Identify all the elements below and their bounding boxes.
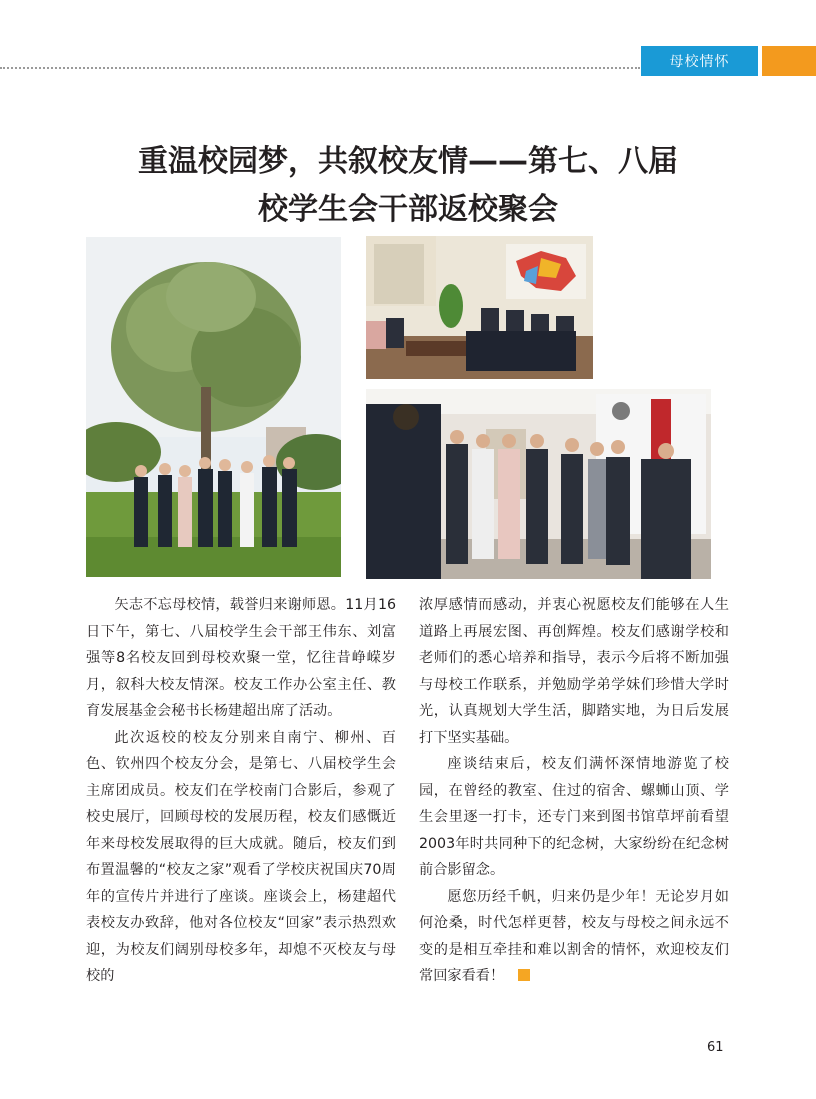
section-tab [641, 46, 758, 76]
end-of-article-mark [518, 969, 530, 981]
group-photo-under-tree [86, 237, 341, 577]
header-accent-block [762, 46, 816, 76]
paragraph-1: 矢志不忘母校情，载誉归来谢师恩。11月16日下午，第七、八届校学生会干部王伟东、刘富强等8名校友回到母校欢聚一堂，忆往昔峥嵘岁月，叙科大校友情深。校友工作办公室主任、教育发展基金会秘书长杨建超出席了活动。 [86, 597, 396, 719]
meeting-photo-image [366, 236, 593, 379]
tree-photo-image [86, 237, 341, 577]
paragraph-3: 座谈结束后，校友们满怀深情地游览了校园，在曾经的教室、住过的宿舍、螺蛳山顶、学生会里逐一打卡，还专门来到图书馆草坪前看望2003年时共同种下的纪念树，大家纷纷在纪念树前合影留念。 [419, 756, 729, 878]
article-column-left [86, 592, 396, 990]
paragraph-2: 此次返校的校友分别来自南宁、柳州、百色、钦州四个校友分会，是第七、八届校学生会主席团成员。校友们在学校南门合影后，参观了校史展厅，回顾母校的发展历程，校友们感慨近年来母校发展取得的巨大成就。随后，校友们到布置温馨的“校友之家”观看了学校庆祝国庆70周年的宣传片并进行了座谈。座谈会上，杨建超代表校友办致辞，他对各位校友“回家”表示热烈欢迎，为校友们阔别母校多年，却熄不灭校友与母校的 [86, 729, 396, 984]
paragraph-4-text: 愿您历经千帆，归来仍是少年！无论岁月如何沧桑，时代怎样更替，校友与母校之间永远不变的是相互牵挂和难以割舍的情怀，欢迎校友们常回家看看！ [419, 888, 729, 984]
title-line-1: 重温校园梦，共叙校友情——第七、八届 [138, 144, 678, 179]
header-dotted-rule [0, 67, 640, 69]
exhibition-hall-photo [366, 389, 711, 579]
meeting-room-photo [366, 236, 593, 379]
title-line-2: 校学生会干部返校聚会 [258, 192, 558, 227]
article-column-right [419, 592, 729, 990]
paragraph-2-continued: 浓厚感情而感动，并衷心祝愿校友们能够在人生道路上再展宏图、再创辉煌。校友们感谢学校和老师们的悉心培养和指导，表示今后将不断加强与母校工作联系，并勉励学弟学妹们珍惜大学时光，认真规划大学生活，脚踏实地，为日后发展打下坚实基础。 [419, 597, 729, 746]
article-title [60, 138, 756, 234]
exhibit-photo-image [366, 389, 711, 579]
section-label: 母校情怀 [669, 54, 730, 70]
paragraph-4 [419, 884, 729, 990]
page-number: 61 [707, 1040, 724, 1055]
